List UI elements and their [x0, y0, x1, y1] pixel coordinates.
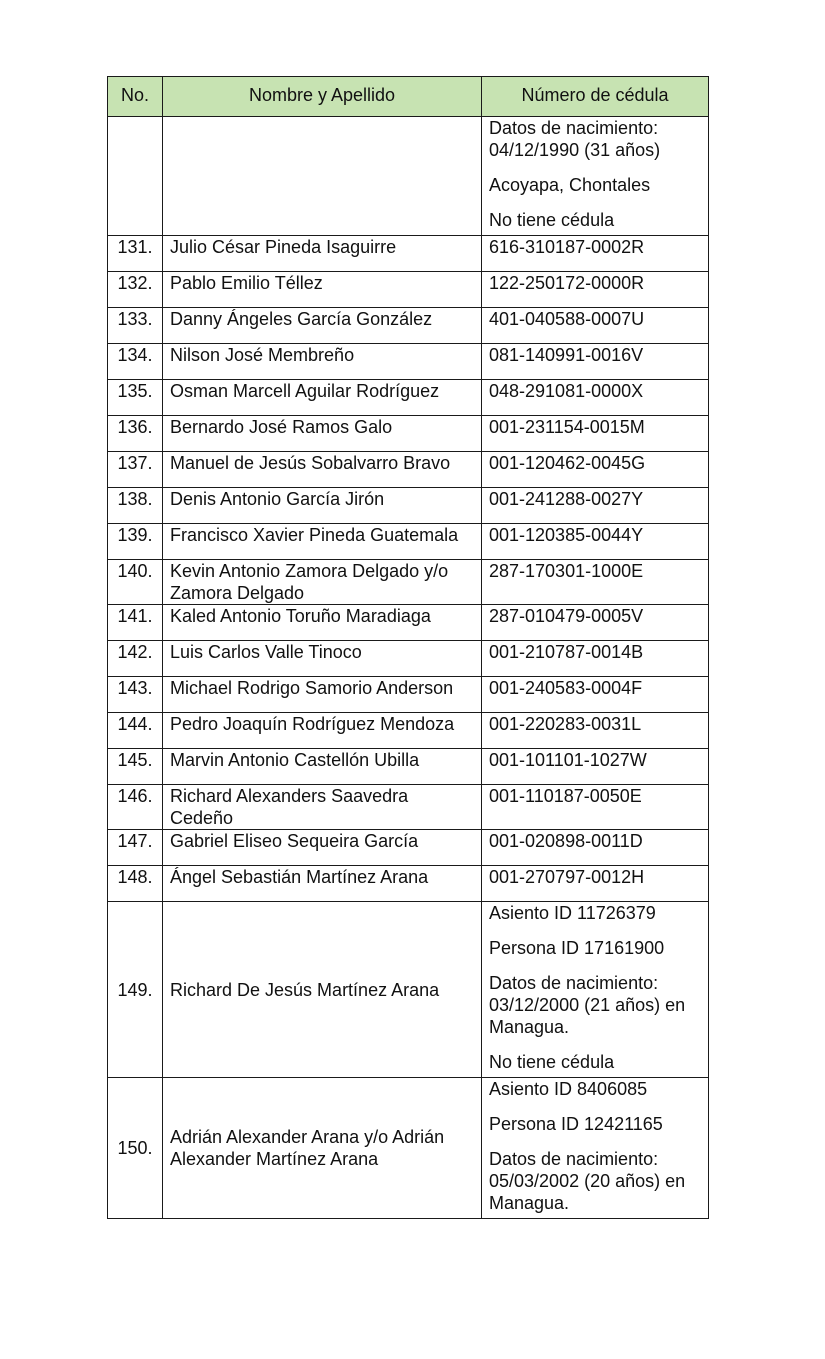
id-detail-line: Asiento ID 11726379 — [489, 903, 656, 923]
table-row — [108, 902, 709, 1078]
id-detail-line: Acoyapa, Chontales — [489, 175, 651, 195]
row-id-details — [482, 605, 709, 641]
id-detail-line: Persona ID 12421165 — [489, 1114, 663, 1134]
row-number: 140. — [108, 560, 163, 605]
table-row — [108, 117, 709, 236]
header-number: No. — [108, 77, 163, 117]
row-full-name: Julio César Pineda Isaguirre — [163, 236, 482, 272]
table-row — [108, 1078, 709, 1219]
row-id-details — [482, 308, 709, 344]
row-full-name: Pedro Joaquín Rodríguez Mendoza — [163, 713, 482, 749]
row-number: 135. — [108, 380, 163, 416]
id-detail-line: Persona ID 17161900 — [489, 938, 665, 958]
table-row — [108, 524, 709, 560]
id-detail-line: 001-210787-0014B — [489, 642, 644, 662]
row-full-name: Danny Ángeles García González — [163, 308, 482, 344]
table-body — [108, 117, 709, 1219]
row-id-details — [482, 830, 709, 866]
row-full-name: Kevin Antonio Zamora Delgado y/o Zamora Delgado — [163, 560, 482, 605]
header-id-number: Número de cédula — [482, 77, 709, 117]
row-id-details — [482, 866, 709, 902]
id-detail-line: 001-120462-0045G — [489, 453, 646, 473]
row-number: 141. — [108, 605, 163, 641]
row-full-name: Kaled Antonio Toruño Maradiaga — [163, 605, 482, 641]
row-id-details — [482, 902, 709, 1078]
row-id-details — [482, 488, 709, 524]
id-detail-line: 122-250172-0000R — [489, 273, 645, 293]
id-detail-line: 616-310187-0002R — [489, 237, 645, 257]
table-row — [108, 308, 709, 344]
row-number: 133. — [108, 308, 163, 344]
row-full-name: Nilson José Membreño — [163, 344, 482, 380]
row-id-details — [482, 344, 709, 380]
row-full-name: Denis Antonio García Jirón — [163, 488, 482, 524]
id-detail-line: Asiento ID 8406085 — [489, 1079, 648, 1099]
row-id-details — [482, 641, 709, 677]
row-id-details — [482, 117, 709, 236]
table-row — [108, 560, 709, 605]
id-detail-line: Datos de nacimiento: 03/12/2000 (21 años) en Managua. — [489, 973, 686, 1037]
table-header-row — [108, 77, 709, 117]
row-number: 142. — [108, 641, 163, 677]
row-id-details — [482, 236, 709, 272]
id-detail-line: 287-170301-1000E — [489, 561, 644, 581]
row-number: 147. — [108, 830, 163, 866]
row-number: 146. — [108, 785, 163, 830]
table-row — [108, 452, 709, 488]
table-row — [108, 344, 709, 380]
row-full-name: Michael Rodrigo Samorio Anderson — [163, 677, 482, 713]
row-id-details — [482, 452, 709, 488]
table-row — [108, 641, 709, 677]
row-number: 132. — [108, 272, 163, 308]
header-name: Nombre y Apellido — [163, 77, 482, 117]
row-number: 143. — [108, 677, 163, 713]
row-id-details — [482, 785, 709, 830]
row-full-name: Francisco Xavier Pineda Guatemala — [163, 524, 482, 560]
id-detail-line: 001-240583-0004F — [489, 678, 643, 698]
row-id-details — [482, 749, 709, 785]
row-full-name: Richard Alexanders Saavedra Cedeño — [163, 785, 482, 830]
table-row — [108, 866, 709, 902]
row-id-details — [482, 416, 709, 452]
row-id-details — [482, 272, 709, 308]
row-number: 136. — [108, 416, 163, 452]
id-detail-line: 001-270797-0012H — [489, 867, 645, 887]
id-detail-line: 001-110187-0050E — [489, 786, 642, 806]
id-detail-line: Datos de nacimiento: 04/12/1990 (31 años) — [489, 118, 661, 160]
id-detail-line: 001-231154-0015M — [489, 417, 645, 437]
row-number: 131. — [108, 236, 163, 272]
table-row — [108, 605, 709, 641]
row-number: 138. — [108, 488, 163, 524]
id-detail-line: No tiene cédula — [489, 1052, 615, 1072]
table-row — [108, 416, 709, 452]
table-row — [108, 677, 709, 713]
row-id-details — [482, 560, 709, 605]
row-number — [108, 117, 163, 236]
row-id-details — [482, 1078, 709, 1219]
row-number: 149. — [108, 902, 163, 1078]
table-row — [108, 749, 709, 785]
row-full-name: Osman Marcell Aguilar Rodríguez — [163, 380, 482, 416]
detainees-table — [107, 76, 709, 1219]
id-detail-line: 401-040588-0007U — [489, 309, 645, 329]
row-full-name: Bernardo José Ramos Galo — [163, 416, 482, 452]
table-row — [108, 380, 709, 416]
row-full-name: Manuel de Jesús Sobalvarro Bravo — [163, 452, 482, 488]
id-detail-line: No tiene cédula — [489, 210, 615, 230]
table-row — [108, 488, 709, 524]
row-id-details — [482, 380, 709, 416]
id-detail-line: 081-140991-0016V — [489, 345, 644, 365]
row-full-name: Marvin Antonio Castellón Ubilla — [163, 749, 482, 785]
id-detail-line: 001-220283-0031L — [489, 714, 642, 734]
id-detail-line: 001-020898-0011D — [489, 831, 643, 851]
row-number: 137. — [108, 452, 163, 488]
row-id-details — [482, 713, 709, 749]
id-detail-line: 048-291081-0000X — [489, 381, 644, 401]
row-full-name: Ángel Sebastián Martínez Arana — [163, 866, 482, 902]
row-number: 150. — [108, 1078, 163, 1219]
table-row — [108, 713, 709, 749]
id-detail-line: 287-010479-0005V — [489, 606, 644, 626]
row-id-details — [482, 677, 709, 713]
row-number: 148. — [108, 866, 163, 902]
table-row — [108, 785, 709, 830]
id-detail-line: 001-120385-0044Y — [489, 525, 644, 545]
id-detail-line: 001-241288-0027Y — [489, 489, 644, 509]
row-number: 144. — [108, 713, 163, 749]
row-full-name: Gabriel Eliseo Sequeira García — [163, 830, 482, 866]
row-number: 139. — [108, 524, 163, 560]
row-full-name: Luis Carlos Valle Tinoco — [163, 641, 482, 677]
id-detail-line: 001-101101-1027W — [489, 750, 647, 770]
row-full-name: Pablo Emilio Téllez — [163, 272, 482, 308]
row-id-details — [482, 524, 709, 560]
id-detail-line: Datos de nacimiento: 05/03/2002 (20 años) en Managua. — [489, 1149, 686, 1213]
row-full-name: Adrián Alexander Arana y/o Adrián Alexander Martínez Arana — [163, 1078, 482, 1219]
row-full-name — [163, 117, 482, 236]
row-number: 145. — [108, 749, 163, 785]
table-row — [108, 830, 709, 866]
row-number: 134. — [108, 344, 163, 380]
table-row — [108, 272, 709, 308]
table-row — [108, 236, 709, 272]
row-full-name: Richard De Jesús Martínez Arana — [163, 902, 482, 1078]
